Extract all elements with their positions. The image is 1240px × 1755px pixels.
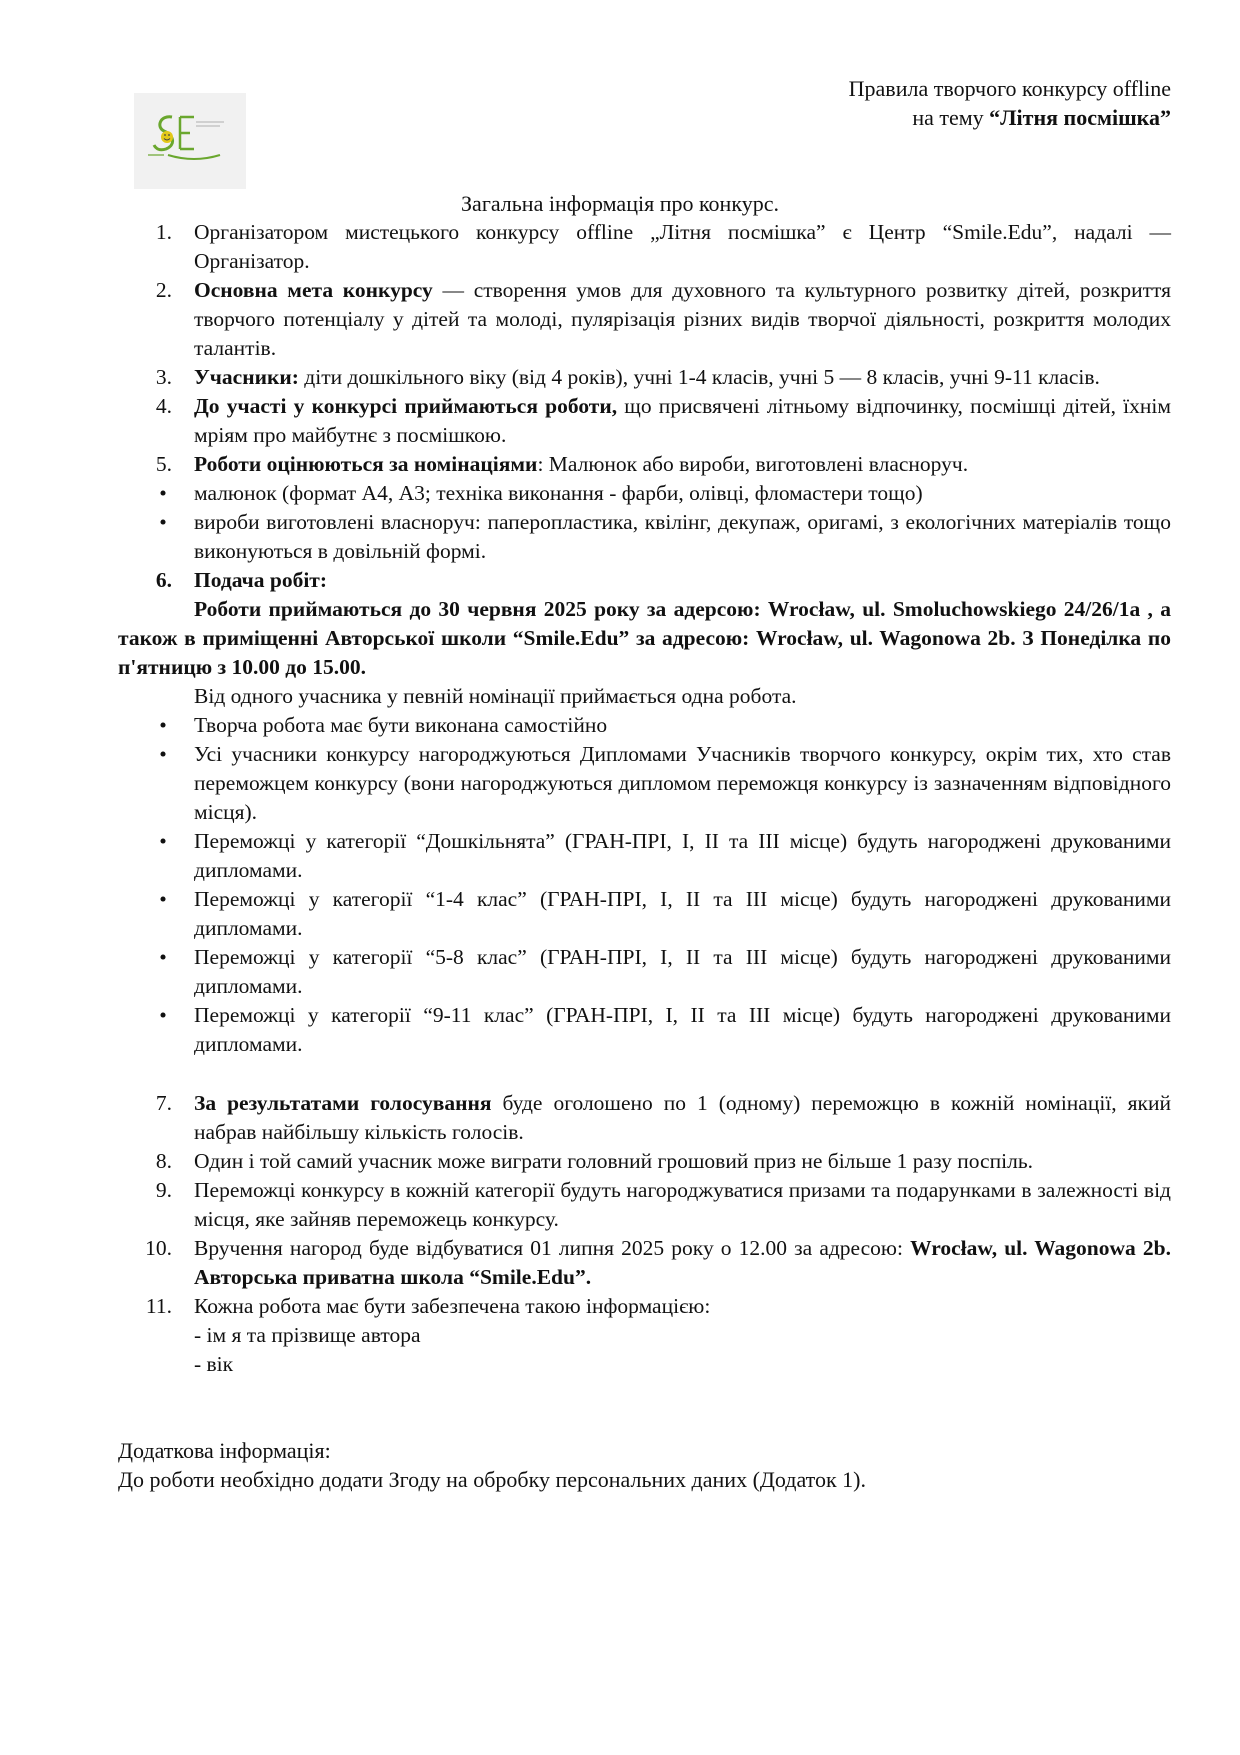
bullet-item	[118, 1001, 1171, 1059]
rule-bold-text: За результатами голосування	[194, 1091, 492, 1115]
rule-item-4	[118, 392, 1171, 450]
rule-item-6	[118, 566, 1171, 595]
rule-text: Організатором мистецького конкурсу offline „Літня посмішка” є Центр “Smile.Edu”, надалі — Організатор.	[194, 220, 1171, 273]
rule-text: діти дошкільного віку (від 4 років), учні 1-4 класів, учні 5 — 8 класів, учні 9-11 класів.	[298, 365, 1100, 389]
rule-bold-text: Подача робіт:	[194, 568, 328, 592]
bullet-icon: •	[159, 887, 167, 911]
rule-item-2	[118, 276, 1171, 363]
rule-item-9	[118, 1176, 1171, 1234]
bullet-icon: •	[159, 713, 167, 737]
rule-bold-text: Wrocław, ul. Wagonowa 2b. Авторська приватна школа “Smile.Edu”.	[194, 1236, 1171, 1289]
bullet-item	[118, 479, 1171, 508]
rule-text: що присвячені літньому відпочинку, посмішці дітей, їхнім мріям про майбутнє з посмішкою.	[194, 394, 1171, 447]
rule-item-3	[118, 363, 1171, 392]
additional-info	[118, 1436, 1178, 1494]
smile-edu-logo-icon	[134, 93, 246, 189]
section-title: Загальна інформація про конкурс.	[461, 191, 779, 216]
rule-number: 11.	[145, 1294, 172, 1318]
submission-address: Роботи приймаються до 30 червня 2025 року за адерсою: Wrocław, ul. Smoluchowskiego 24/26/1a , а також в приміщенні Авторської школи “Smile.Edu” за адресою: Wrocław, ul. Wagonowa 2b. З Понеділка по п'ятницю з 10.00 до 15.00.	[118, 597, 1171, 679]
bullet-item	[118, 711, 1171, 740]
bullet-text: Усі учасники конкурсу нагороджуються Дипломами Учасників творчого конкурсу, окрім тих, хто став переможцем конкурсу (вони нагороджуються дипломом переможця конкурсу із зазначенням відповідного місця).	[194, 742, 1171, 824]
one-work-note: Від одного учасника у певній номінації приймається одна робота.	[194, 684, 797, 708]
bullet-icon: •	[159, 945, 167, 969]
bullet-item	[118, 508, 1171, 566]
info-requirement-name: - ім я та прізвище автора	[194, 1323, 421, 1347]
bullet-item	[118, 943, 1171, 1001]
rule-number: 2.	[155, 278, 172, 302]
rule-bold-text: Учасники:	[194, 365, 299, 389]
rule-item-1	[118, 218, 1171, 276]
rule-bold-text: До участі у конкурсі приймаються роботи,	[194, 394, 618, 418]
rules-list	[118, 218, 1171, 1379]
additional-info-text: До роботи необхідно додати Згоду на обробку персональних даних (Додаток 1).	[118, 1467, 866, 1492]
rule-item-8	[118, 1147, 1171, 1176]
header-line-2	[849, 103, 1171, 132]
rule-item-7	[118, 1089, 1171, 1147]
rule-number: 6.	[155, 568, 172, 592]
rule-text: — створення умов для духовного та культурного розвитку дітей, розкриття творчого потенціалу у дітей та молоді, пулярізація різних видів творчої діяльності, розкриття молодих талантів.	[194, 278, 1171, 360]
rule-number: 3.	[155, 365, 172, 389]
bullet-text: малюнок (формат А4, А3; техніка виконання - фарби, олівці, фломастери тощо)	[194, 481, 923, 505]
bullet-icon: •	[159, 510, 167, 534]
bullet-text: Переможці у категорії “1-4 клас” (ГРАН-ПРІ, І, ІІ та ІІІ місце) будуть нагороджені друкованими дипломами.	[194, 887, 1171, 940]
bullet-text: вироби виготовлені власноруч: паперопластика, квілінг, декупаж, оригамі, з екологічних матеріалів тощо виконуються в довільній формі.	[194, 510, 1171, 563]
rule-number: 5.	[155, 452, 172, 476]
rule-number: 10.	[145, 1236, 172, 1260]
bullet-item	[118, 885, 1171, 943]
additional-info-heading: Додаткова інформація:	[118, 1438, 331, 1463]
info-requirement-age: - вік	[194, 1352, 234, 1376]
rule-text: Один і той самий учасник може виграти головний грошовий приз не більше 1 разу поспіль.	[194, 1149, 1033, 1173]
header-line-1: Правила творчого конкурсу offline	[848, 76, 1171, 101]
rule-number: 1.	[155, 220, 172, 244]
header-prefix: на тему	[912, 105, 990, 130]
rule-item-5	[118, 450, 1171, 479]
rule-bold-text: Основна мета конкурсу	[194, 278, 433, 302]
rule-text: буде оголошено по 1 (одному) переможцю в кожній номінації, який набрав найбільшу кількість голосів.	[194, 1091, 1171, 1144]
bullet-icon: •	[159, 742, 167, 766]
bullet-item	[118, 827, 1171, 885]
rule-number: 7.	[155, 1091, 172, 1115]
spacer	[118, 1059, 1171, 1089]
contest-title: “Літня посмішка”	[989, 105, 1171, 130]
bullet-text: Творча робота має бути виконана самостійно	[194, 713, 608, 737]
bullet-text: Переможці у категорії “5-8 клас” (ГРАН-ПРІ, І, ІІ та ІІІ місце) будуть нагороджені друкованими дипломами.	[194, 945, 1171, 998]
rule-number: 9.	[155, 1178, 172, 1202]
bullet-icon: •	[159, 1003, 167, 1027]
rule-item-11	[118, 1292, 1171, 1321]
rule-item-10	[118, 1234, 1171, 1292]
rule-bold-text: Роботи оцінюються за номінаціями	[194, 452, 538, 476]
rule-text: Переможці конкурсу в кожній категорії будуть нагороджуватися призами та подарунками в залежності від місця, яке зайняв переможець конкурсу.	[194, 1178, 1171, 1231]
rule-number: 4.	[155, 394, 172, 418]
rule-text: : Малюнок або вироби, виготовлені власноруч.	[537, 452, 969, 476]
rule-text: Вручення нагород буде відбуватися 01 липня 2025 року о 12.00 за адресою:	[194, 1236, 911, 1260]
rule-number: 8.	[155, 1149, 172, 1173]
bullet-icon: •	[159, 829, 167, 853]
bullet-text: Переможці у категорії “9-11 клас” (ГРАН-ПРІ, І, ІІ та ІІІ місце) будуть нагороджені друкованими дипломами.	[194, 1003, 1171, 1056]
bullet-icon: •	[159, 481, 167, 505]
rule-text: Кожна робота має бути забезпечена такою інформацією:	[194, 1294, 711, 1318]
bullet-item	[118, 740, 1171, 827]
bullet-text: Переможці у категорії “Дошкільнята” (ГРАН-ПРІ, І, ІІ та ІІІ місце) будуть нагороджені друкованими дипломами.	[194, 829, 1171, 882]
document-header	[849, 74, 1171, 132]
